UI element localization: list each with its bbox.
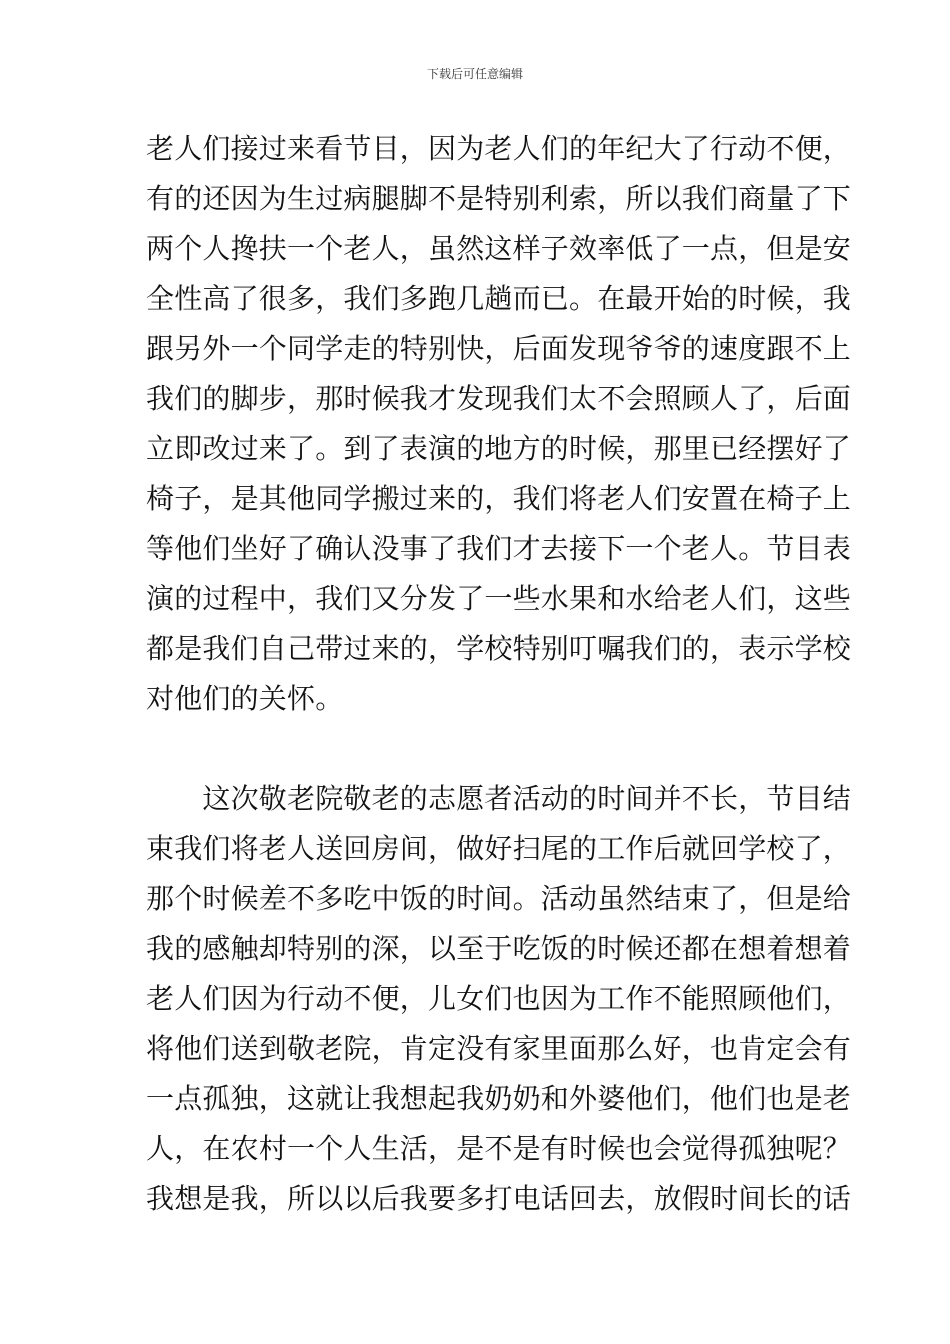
text-line: 将他们送到敬老院，肯定没有家里面那么好，也肯定会有 <box>146 1032 852 1065</box>
text-line: 等他们坐好了确认没事了我们才去接下一个老人。节目表 <box>146 532 852 565</box>
text-line: 两个人搀扶一个老人，虽然这样子效率低了一点，但是安 <box>146 232 852 265</box>
text-line: 椅子，是其他同学搬过来的，我们将老人们安置在椅子上 <box>146 482 852 515</box>
text-line: 演的过程中，我们又分发了一些水果和水给老人们，这些 <box>146 582 852 615</box>
text-line: 我们的脚步，那时候我才发现我们太不会照顾人了，后面 <box>146 382 852 415</box>
text-line: 有的还因为生过病腿脚不是特别利索，所以我们商量了下 <box>146 182 852 215</box>
page-header: 下载后可任意编辑 <box>426 67 523 81</box>
text-line: 那个时候差不多吃中饭的时间。活动虽然结束了，但是给 <box>146 882 852 915</box>
text-line: 全性高了很多，我们多跑几趟而已。在最开始的时候，我 <box>146 282 852 315</box>
text-line: 跟另外一个同学走的特别快，后面发现爷爷的速度跟不上 <box>146 332 852 365</box>
paragraph-1 <box>146 124 852 724</box>
text-line: 这次敬老院敬老的志愿者活动的时间并不长，节目结 <box>146 782 852 815</box>
text-line: 人，在农村一个人生活，是不是有时候也会觉得孤独呢？ <box>146 1132 852 1165</box>
text-line: 老人们因为行动不便，儿女们也因为工作不能照顾他们， <box>146 982 852 1015</box>
paragraph-2 <box>146 774 852 1224</box>
text-line: 立即改过来了。到了表演的地方的时候，那里已经摆好了 <box>146 432 852 465</box>
text-line: 对他们的关怀。 <box>146 682 344 715</box>
text-line: 我想是我，所以以后我要多打电话回去，放假时间长的话 <box>146 1182 852 1215</box>
text-line: 我的感触却特别的深，以至于吃饭的时候还都在想着想着 <box>146 932 852 965</box>
text-line: 都是我们自己带过来的，学校特别叮嘱我们的，表示学校 <box>146 632 852 665</box>
text-line: 一点孤独，这就让我想起我奶奶和外婆他们，他们也是老 <box>146 1082 852 1115</box>
text-line: 老人们接过来看节目，因为老人们的年纪大了行动不便， <box>146 132 852 165</box>
text-line: 束我们将老人送回房间，做好扫尾的工作后就回学校了， <box>146 832 852 865</box>
